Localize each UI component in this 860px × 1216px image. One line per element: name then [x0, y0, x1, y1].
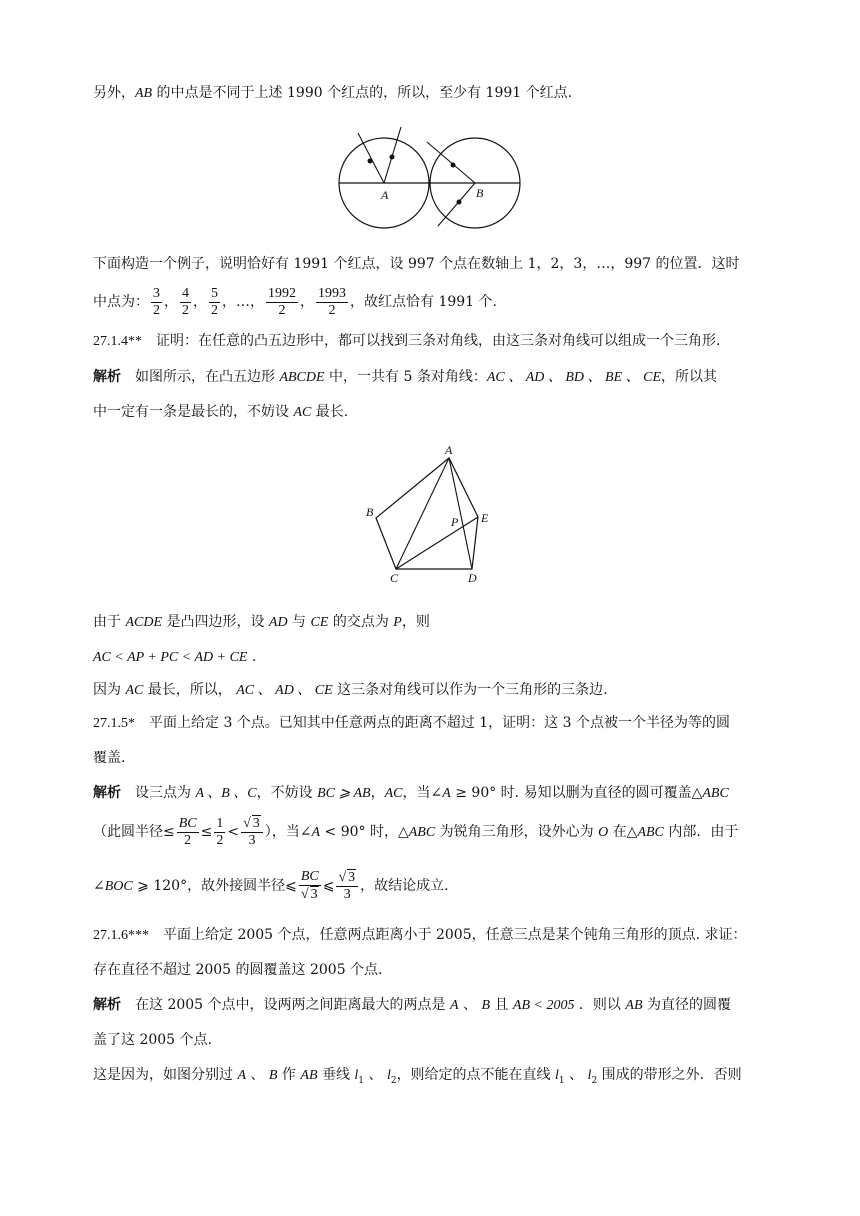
- point-red-3: [451, 163, 456, 168]
- paragraph-band-argument: 这是因为，如图分别过 A 、 B 作 AB 垂线 $l_1$ 、 $l_2$，则给定的点不能在直线 $l_1$ 、 $l_2$ 围成的带形之外．否则: [93, 1067, 742, 1086]
- problem-27-1-5-line2: 覆盖.: [93, 750, 126, 766]
- point-red-1: [368, 159, 373, 164]
- problem-27-1-4: 27.1.4** 证明：在任意的凸五边形中，都可以找到三条对角线，由这三条对角线可以组成一个三角形.: [93, 333, 721, 349]
- solution-27-1-4-line1: 解析 如图所示，在凸五边形 ABCDE 中，一共有 5 条对角线：AC 、 AD 、 BD 、 BE 、 CE，所以其: [93, 369, 718, 385]
- point-red-4: [457, 200, 462, 205]
- fraction: $\frac{1992}{2}$: [268, 285, 296, 318]
- fraction: $\frac{1993}{2}$: [318, 285, 346, 318]
- intersection-p-label: P: [451, 515, 459, 529]
- vertex-e-label: E: [481, 511, 489, 525]
- figure-two-circles: [335, 122, 530, 232]
- diagonal-ad: [449, 458, 472, 569]
- solution-27-1-6-line1: 解析 在这 2005 个点中，设两两之间距离最大的两点是 A 、 B 且 AB < 2005 ．则以 AB 为直径的圆覆: [93, 997, 731, 1013]
- solution-27-1-5-line1: 解析 设三点为 A 、B 、C，不妨设 BC ⩾ AB，AC，当∠A ≥ 90° 时. 易知以删为直径的圆可覆盖△ABC: [93, 785, 729, 801]
- problem-27-1-6-line1: 27.1.6*** 平面上给定 2005 个点，任意两点距离小于 2005，任意三点是某个钝角三角形的顶点. 求证：: [93, 927, 747, 943]
- paragraph-midpoint-ab: 另外，AB 的中点是不同于上述 1990 个红点的，所以，至少有 1991 个红点.: [93, 85, 573, 101]
- label-a: A: [381, 188, 389, 202]
- paragraph-conclusion-274: 因为 AC 最长，所以， AC 、 AD 、 CE 这三条对角线可以作为一个三角形的三条边.: [93, 682, 608, 698]
- fraction: $\frac{5}{2}$: [211, 285, 218, 318]
- vertex-d-label: D: [468, 571, 477, 585]
- label-b: B: [476, 186, 484, 200]
- paragraph-example: 下面构造一个例子，说明恰好有 1991 个红点，设 997 个点在数轴上 1，2，3，…，997 的位置．这时: [93, 256, 740, 272]
- solution-27-1-5-line3: ∠BOC ⩾ 120°，故外接圆半径⩽ $\frac{BC}{√ 3}$ ⩽ $\frac{√ 3}{3}$ ，故结论成立.: [93, 869, 449, 902]
- problem-27-1-6-line2: 存在直径不超过 2005 的圆覆盖这 2005 个点.: [93, 962, 383, 978]
- solution-27-1-4-line2: 中一定有一条是最长的，不妨设 AC 最长.: [93, 404, 349, 420]
- figure-pentagon: [360, 442, 500, 587]
- problem-27-1-5-line1: 27.1.5* 平面上给定 3 个点。已知其中任意两点的距离不超过 1，证明：这 3 个点被一个半径为等的圆: [93, 715, 730, 731]
- vertex-c-label: C: [390, 571, 399, 585]
- pentagon-outline: [376, 458, 478, 569]
- segment-b-upper: [427, 142, 475, 183]
- inequality-line: AC < AP + PC < AD + CE .: [93, 649, 257, 665]
- paragraph-midpoints: 中点为： $\frac{3}{2}$ ， $\frac{4}{2}$ ， $\frac{5}{2}$ ，…， $\frac{1992}{2}$ ， $\frac{1993}{2}$ ，故红点恰有 1991 个.: [93, 285, 497, 318]
- vertex-b-label: B: [366, 505, 374, 519]
- vertex-a-label: A: [445, 443, 453, 457]
- point-red-2: [390, 155, 395, 160]
- paragraph-acde: 由于 ACDE 是凸四边形，设 AD 与 CE 的交点为 P，则: [93, 614, 430, 630]
- segment-b-lower: [438, 183, 475, 226]
- solution-27-1-6-line2: 盖了这 2005 个点.: [93, 1032, 212, 1048]
- fraction: $\frac{3}{2}$: [153, 285, 160, 318]
- fraction: $\frac{4}{2}$: [182, 285, 189, 318]
- solution-27-1-5-line2: （此圆半径≤ $\frac{BC}{2}$ ≤ $\frac{1}{2}$ < $\frac{√ 3}{3}$ ），当∠A < 90° 时，△ABC 为锐角三角形，设外心为 O 在△ABC 内部．由于: [93, 815, 739, 848]
